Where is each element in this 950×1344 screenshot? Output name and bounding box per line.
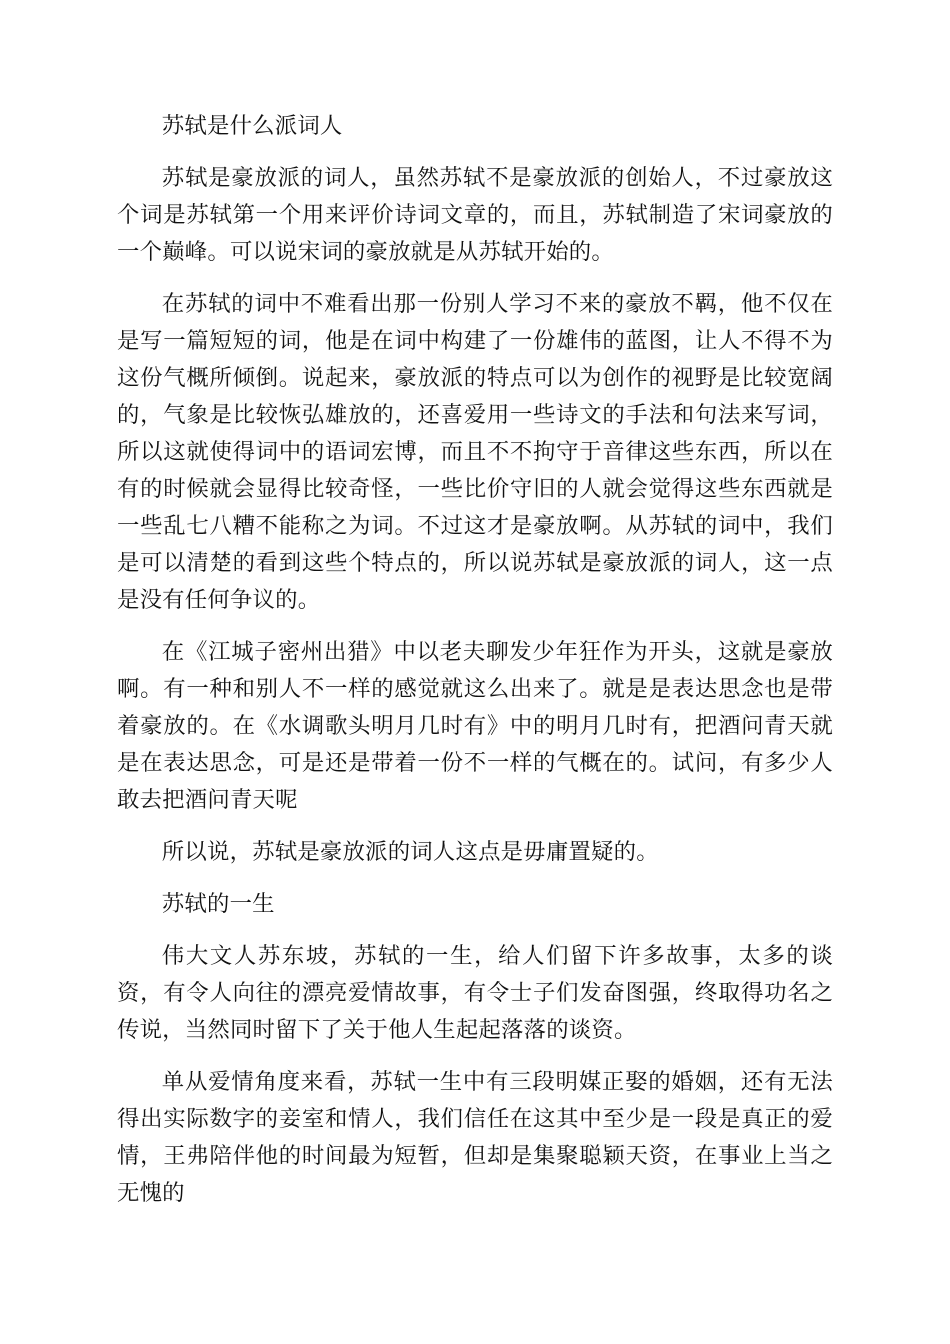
paragraph-love-marriages: 单从爱情角度来看，苏轼一生中有三段明媒正娶的婚姻，还有无法得出实际数字的妾室和情人，我们信任在这其中至少是一段是真正的爱情，王弗陪伴他的时间最为短暂，但却是集聚聪颖天资，在事业上当之无愧的	[117, 1069, 833, 1206]
section-heading-suzhi-school: 苏轼是什么派词人	[161, 113, 343, 139]
document-body	[117, 108, 833, 1227]
paragraph-haofang-features: 在苏轼的词中不难看出那一份别人学习不来的豪放不羁，他不仅在是写一篇短短的词，他是在词中构建了一份雄伟的蓝图，让人不得不为这份气概所倾倒。说起来，豪放派的特点可以为创作的视野是比较宽阔的，气象是比较恢弘雄放的，还喜爱用一些诗文的手法和句法来写词，所以这就使得词中的语词宏博，而且不不拘守于音律这些东西，所以在有的时候就会显得比较奇怪，一些比价守旧的人就会觉得这些东西就是一些乱七八糟不能称之为词。不过这才是豪放啊。从苏轼的词中，我们是可以清楚的看到这些个特点的，所以说苏轼是豪放派的词人，这一点是没有任何争议的。	[117, 291, 833, 613]
section-heading-suzhi-life: 苏轼的一生	[161, 891, 275, 917]
paragraph-poem-examples: 在《江城子密州出猎》中以老夫聊发少年狂作为开头，这就是豪放啊。有一种和别人不一样的感觉就这么出来了。就是是表达思念也是带着豪放的。在《水调歌头明月几时有》中的明月几时有，把酒问青天就是在表达思念，可是还是带着一份不一样的气概在的。试问，有多少人敢去把酒问青天呢	[117, 639, 833, 813]
paragraph-life-stories: 伟大文人苏东坡，苏轼的一生，给人们留下许多故事，太多的谈资，有令人向往的漂亮爱情故事，有令士子们发奋图强，终取得功名之传说，当然同时留下了关于他人生起起落落的谈资。	[117, 943, 833, 1043]
paragraph-conclusion: 所以说，苏轼是豪放派的词人这点是毋庸置疑的。	[161, 839, 659, 865]
paragraph-haofang-intro: 苏轼是豪放派的词人，虽然苏轼不是豪放派的创始人，不过豪放这个词是苏轼第一个用来评价诗词文章的，而且，苏轼制造了宋词豪放的一个巅峰。可以说宋词的豪放就是从苏轼开始的。	[117, 165, 833, 265]
